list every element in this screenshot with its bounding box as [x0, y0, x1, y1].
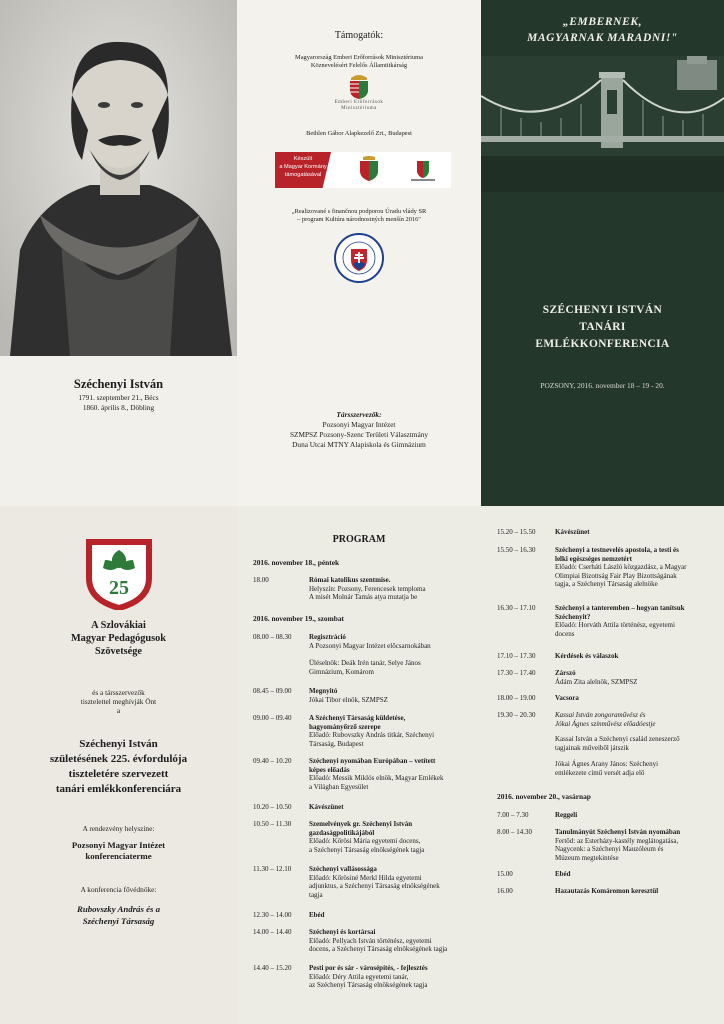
item-time: 08.45 – 09.00 [253, 687, 292, 695]
sponsor-3-line1: „Realizované s finančnou podporou Úradu vlády SR [291, 208, 427, 215]
program-item [497, 760, 716, 777]
szechenyi-portrait-image [0, 0, 237, 356]
item-time: 16.30 – 17.10 [497, 604, 536, 612]
item-line: Helyszín: Pozsony, Ferencesek temploma [309, 584, 426, 593]
item-title: Ebéd [309, 911, 325, 919]
logo-number: 25 [109, 577, 129, 599]
program-column-2 [481, 506, 724, 1024]
item-title-cont: Széchenyit? [555, 612, 591, 621]
item-time: 08.00 – 08.30 [253, 633, 292, 641]
program-item [497, 652, 716, 661]
cover-title-line2: TANÁRI [579, 321, 626, 333]
item-line: Üléselnök: Deák Irén tanár, Selye János [309, 659, 421, 667]
item-time: 10.20 – 10.50 [253, 803, 292, 811]
item-title: Zárszó [555, 669, 576, 677]
item-line: az Széchenyi Társaság elnökségének tagja [309, 981, 428, 990]
item-line: Jókai Ágnes Arany János: Széchenyi [555, 760, 659, 768]
item-time: 12.30 – 14.00 [253, 911, 292, 919]
item-line: Előadó: Déry Attila egyetemi tanár, [309, 972, 409, 981]
program-item [253, 576, 477, 602]
program-item [253, 820, 477, 854]
item-time: 15.50 – 16.30 [497, 546, 536, 554]
sponsor-1-line1: Magyarország Emberi Erőforrások Minisztériuma [295, 54, 423, 61]
badge-line3: támogatásával [284, 172, 322, 178]
item-title: A Széchenyi Társaság küldetése, [309, 714, 406, 722]
item-line: Előadó: Kőrösiné Merkl Hilda egyetemi [309, 873, 422, 882]
item-title: Reggeli [555, 811, 578, 819]
item-line: Előadó: Rubovszky András titkár, Széchenyi [309, 731, 435, 740]
item-line: Kassai István a Széchenyi család zeneszerző [555, 735, 680, 743]
program-item [497, 887, 716, 896]
and-line1: és a társszervezők [92, 688, 145, 697]
co-organizer-2: SZMPSZ Pozsony-Szenc Területi Választmány [289, 430, 429, 439]
co-organizers-title: Társszervezők: [336, 410, 382, 419]
badge-line2: a Magyar Kormány [279, 164, 327, 170]
item-title: Tanulmányút Széchenyi István nyomában [555, 828, 681, 836]
item-time: 15.20 – 15.50 [497, 528, 536, 536]
item-line: Előadó: Cserháti László közgazdász, a Magyar [555, 563, 687, 572]
program-item [497, 528, 716, 537]
and-line2: tisztelettel meghívják Önt [80, 697, 157, 706]
org-line2: Magyar Pedagógusok [70, 633, 167, 644]
venue-line2: konferenciaterme [85, 851, 152, 861]
item-title: Vacsora [555, 694, 579, 702]
item-line: docens [555, 629, 575, 638]
co-organizer-3: Duna Utcai MTNY Alapiskola és Gimnázium [292, 440, 426, 449]
item-time: 7.00 – 7.30 [497, 811, 529, 819]
program-item [497, 711, 716, 728]
item-line: adjunktus, a Széchenyi Társaság elnökségének [309, 882, 440, 891]
portrait-died: 1860. április 8., Döbling [82, 403, 155, 412]
patron-label: A konferencia fővédnöke: [80, 885, 157, 894]
and-line3: a [116, 706, 121, 715]
item-line: Nagycenk: a Széchenyi Mauzóleum és [555, 845, 664, 854]
patron-line1: Rubovszky András és a [76, 904, 160, 914]
item-line: Jókai Ágnes színművész előadóestje [555, 719, 656, 728]
portrait-name: Széchenyi István [73, 377, 164, 391]
item-line: Társaság, Budapest [309, 739, 364, 748]
item-time: 19.30 – 20.30 [497, 711, 536, 719]
event-line2: születésének 225. évfordulója [49, 753, 188, 765]
item-line: A Pozsonyi Magyar Intézet előcsarnokában [309, 641, 431, 650]
item-title: Ebéd [555, 870, 571, 878]
item-line: tagja, a Széchenyi Társaság alelnöke [555, 580, 658, 589]
item-line: Előadó: Pellyach István történész, egyetemi [309, 936, 432, 945]
hungarian-coat-of-arms-icon [344, 72, 374, 100]
program-item [497, 604, 716, 638]
slovak-government-seal-icon [333, 232, 385, 284]
invitation-panel [0, 506, 237, 1024]
portrait-panel [0, 0, 237, 506]
cover-panel [481, 0, 724, 506]
program-item [253, 911, 477, 920]
day3-header: 2016. november 20., vasárnap [497, 792, 591, 801]
badge-line1: Készült [293, 156, 313, 162]
program-item [497, 735, 716, 752]
org-line1: A Szlovákiai [91, 620, 146, 631]
item-title-cont: gazdaságpolitikájából [309, 828, 375, 837]
cover-place-date: POZSONY, 2016. november 18 – 19 - 20. [540, 381, 665, 390]
item-time: 15.00 [497, 870, 513, 878]
program-item [497, 870, 716, 879]
item-title: Római katolikus szentmise. [309, 576, 391, 584]
program-item [253, 659, 477, 676]
program-item [253, 687, 477, 704]
sponsor-2: Bethlen Gábor Alapkezelő Zrt., Budapest [306, 130, 412, 137]
item-title: Megnyitó [309, 687, 338, 695]
program-item [253, 865, 477, 899]
program-item [253, 633, 477, 650]
item-line: tagja [309, 890, 323, 899]
item-time: 09.00 – 09.40 [253, 714, 292, 722]
item-title: Széchenyi a testnevelés apostola, a testi és [555, 546, 679, 554]
co-organizer-1: Pozsonyi Magyar Intézet [322, 420, 396, 429]
item-line: Előadó: Kőrösi Mária egyetemi docens, [309, 837, 421, 846]
item-title: Széchenyi vallásossága [309, 865, 377, 873]
day1-header: 2016. november 18., péntek [253, 558, 340, 567]
item-time: 8.00 – 14.30 [497, 828, 532, 836]
program-item [253, 714, 477, 748]
szmpsz-logo-icon [85, 538, 153, 610]
item-title: Kávészünet [555, 528, 590, 536]
item-title-cont: képes előadás [309, 765, 350, 774]
program-item [253, 803, 477, 812]
item-line: Ádám Zita alelnök, SZMPSZ [555, 677, 638, 686]
item-title: Széchenyi és kortársai [309, 928, 376, 936]
item-title: Széchenyi nyomában Európában – vetített [309, 757, 436, 765]
item-title: Regisztráció [309, 633, 346, 641]
event-line1: Széchenyi István [79, 738, 158, 750]
program-column-1 [237, 506, 481, 1024]
program-item [253, 928, 477, 954]
item-line: emlékezete című versét adja elő [555, 768, 645, 777]
ministry-logo-line1: Emberi Erőforrások [334, 100, 384, 105]
funding-logo-strip [275, 152, 451, 188]
item-time: 17.10 – 17.30 [497, 652, 536, 660]
venue-label: A rendezvény helyszíne: [82, 824, 155, 833]
item-title: Pesti por és sár - városépítés, - fejlesztés [309, 964, 428, 972]
item-time: 16.00 [497, 887, 513, 895]
chain-bridge-image [481, 56, 724, 192]
sponsor-1-line2: Köznevelésért Felelős Államtitkárság [310, 62, 408, 69]
program-item [497, 828, 716, 862]
government-support-badge [275, 152, 343, 188]
program-item [253, 757, 477, 791]
item-title: Szemelvények gr. Széchenyi István [309, 820, 413, 828]
org-line3: Szövetsége [95, 646, 142, 657]
program-title: PROGRAM [332, 534, 386, 545]
item-line: Jókai Tibor elnök, SZMPSZ [309, 695, 388, 704]
item-line: a Széchenyi Társaság elnökségének tagja [309, 845, 425, 854]
item-time: 14.00 – 14.40 [253, 928, 292, 936]
event-line3: tiszteletére szervezett [68, 768, 169, 780]
item-title: Kérdések és válaszok [555, 652, 619, 660]
program-item [497, 669, 716, 686]
program-item [497, 694, 716, 703]
item-time: 17.30 – 17.40 [497, 669, 536, 677]
item-line: Fertőd: az Esterházy-kastély meglátogatása, [555, 836, 679, 845]
patron-line2: Széchenyi Társaság [82, 916, 155, 926]
cover-quote-line1: „EMBERNEK, [562, 16, 643, 28]
item-title: Széchenyi a tanteremben – hogyan tanítsuk [555, 604, 685, 612]
program-item [497, 546, 716, 589]
item-title: Kávészünet [309, 803, 344, 811]
item-line: a Világban Egyesület [309, 782, 369, 791]
item-line: Olimpiai Bizottság Fair Play Bizottságának [555, 571, 677, 580]
item-line: Múzeum megtekintése [555, 853, 619, 862]
item-time: 14.40 – 15.20 [253, 964, 292, 972]
item-time: 10.50 – 11.30 [253, 820, 292, 828]
item-line: Előadó: Horváth Attila történész, egyetemi [555, 621, 675, 630]
item-time: 18.00 – 19.00 [497, 694, 536, 702]
item-line: Előadó: Messik Miklós elnök, Magyar Emlékek [309, 774, 444, 783]
item-line: tagjainak műveiből játszik [555, 743, 629, 752]
portrait-born: 1791. szeptember 21., Bécs [78, 393, 159, 402]
ministry-logo-line2: Minisztériuma [341, 106, 377, 111]
item-line: Kassai István zongoraművész és [555, 711, 646, 719]
item-line: Gimnázium, Komárom [309, 667, 374, 676]
item-title: Hazautazás Komáromon keresztül [555, 887, 659, 895]
item-time: 09.40 – 10.20 [253, 757, 292, 765]
item-title-cont: lelki egészséges nemzetért [555, 554, 632, 563]
item-title-cont: hagyományőrző szerepe [309, 722, 381, 731]
program-item [253, 964, 477, 990]
bethlen-fund-logo-icon [409, 158, 437, 182]
sponsor-3-line2: – program Kultúra národnostných menšín 2016" [297, 216, 421, 223]
sponsors-panel [237, 0, 481, 506]
program-item [497, 811, 716, 820]
venue-line1: Pozsonyi Magyar Intézet [71, 840, 166, 850]
item-line: docens, a Széchenyi Társaság elnökségének tagja [309, 945, 448, 954]
item-time: 18.00 [253, 576, 269, 584]
sponsors-title: Támogatók: [334, 30, 384, 41]
cover-quote-line2: MAGYARNAK MARADNI!" [527, 32, 678, 44]
day2-header: 2016. november 19., szombat [253, 614, 345, 623]
ministry-crest-icon [357, 156, 381, 182]
cover-title-line3: EMLÉKKONFERENCIA [535, 338, 670, 350]
cover-title-line1: SZÉCHENYI ISTVÁN [542, 304, 663, 316]
event-line4: tanári emlékkonferenciára [55, 783, 182, 795]
item-line: A misét Molnár Tamás atya mutatja be [309, 593, 418, 602]
item-time: 11.30 – 12.10 [253, 865, 292, 873]
